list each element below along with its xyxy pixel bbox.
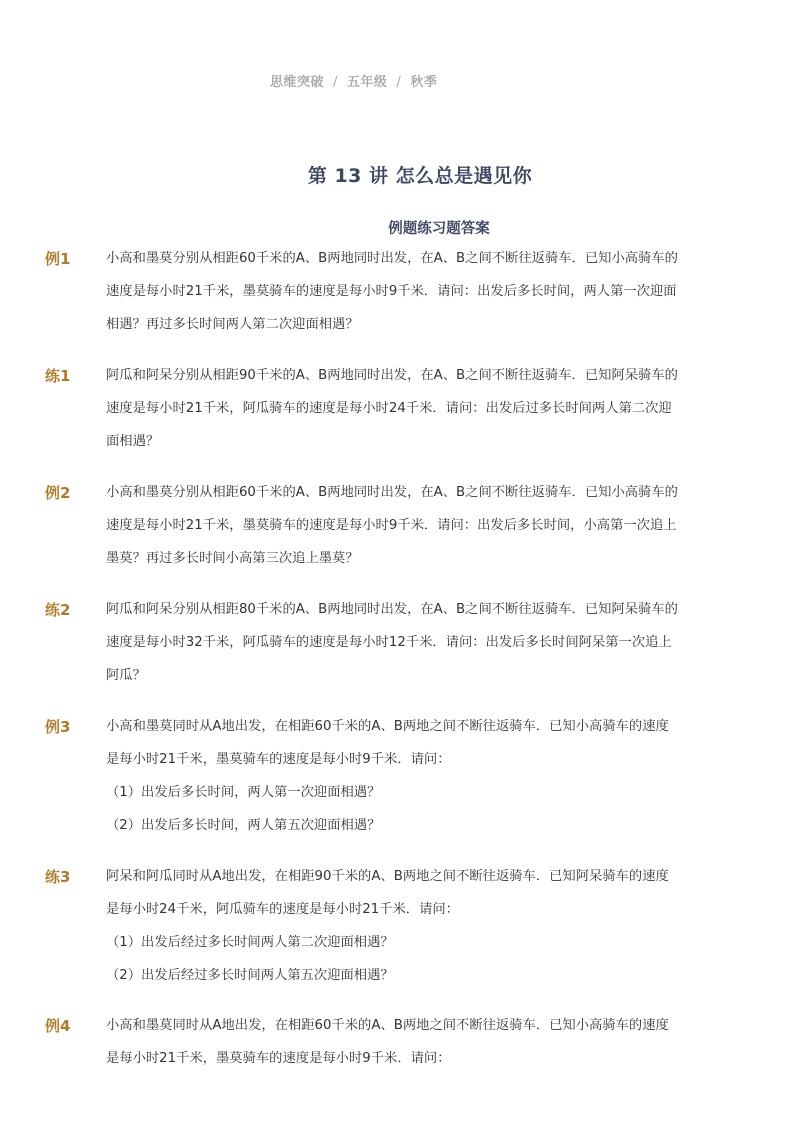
problem-line: 速度是每小时21千米，墨莫骑车的速度是每小时9千米．请问：出发后多长时间，两人第一次迎面: [106, 284, 677, 299]
breadcrumb-part: 五年级: [346, 75, 388, 90]
problem-text: [106, 482, 726, 581]
problem-tag: 练2: [45, 601, 71, 619]
problem-line: 是每小时24千米，阿瓜骑车的速度是每小时21千米．请问：: [106, 902, 459, 917]
problem-tag: 练1: [45, 367, 71, 385]
problem-tag: 练3: [45, 868, 71, 886]
breadcrumb-separator: /: [396, 75, 402, 90]
problem-line: 速度是每小时21千米，阿瓜骑车的速度是每小时24千米．请问：出发后过多长时间两人第二次迎: [106, 401, 672, 416]
breadcrumb-part: 秋季: [410, 75, 438, 90]
problem-subquestion: （2）出发后多长时间，两人第五次迎面相遇？: [106, 818, 381, 833]
problem-tag: 例1: [45, 250, 71, 268]
problem-tag: 例3: [45, 718, 71, 736]
problem-line: 是每小时21千米，墨莫骑车的速度是每小时9千米．请问：: [106, 1051, 451, 1066]
problem-line: 阿呆和阿瓜同时从A地出发，在相距90千米的A、B两地之间不断往返骑车．已知阿呆骑车的速度: [106, 869, 669, 884]
breadcrumb: [270, 71, 437, 90]
problem-line: 墨莫？再过多长时间小高第三次追上墨莫？: [106, 551, 359, 566]
problem-line: 小高和墨莫分别从相距60千米的A、B两地同时出发，在A、B之间不断往返骑车．已知小高骑车的: [106, 251, 678, 266]
problem-text: [106, 248, 726, 347]
problem-line: 小高和墨莫分别从相距60千米的A、B两地同时出发，在A、B之间不断往返骑车．已知小高骑车的: [106, 485, 678, 500]
problem-text: [106, 599, 726, 698]
problem-text: [106, 866, 726, 998]
section-subtitle: 例题练习题答案: [388, 221, 490, 237]
problem-line: 速度是每小时21千米，墨莫骑车的速度是每小时9千米．请问：出发后多长时间，小高第一次追上: [106, 518, 677, 533]
problem-text: [106, 1015, 726, 1081]
problem-line: 阿瓜和阿呆分别从相距80千米的A、B两地同时出发，在A、B之间不断往返骑车．已知阿呆骑车的: [106, 602, 678, 617]
problem-line: 阿瓜？: [106, 668, 146, 683]
problem-line: 小高和墨莫同时从A地出发，在相距60千米的A、B两地之间不断往返骑车．已知小高骑车的速度: [106, 1018, 669, 1033]
problem-line: 相遇？再过多长时间两人第二次迎面相遇？: [106, 317, 359, 332]
problem-line: 小高和墨莫同时从A地出发，在相距60千米的A、B两地之间不断往返骑车．已知小高骑车的速度: [106, 719, 669, 734]
problem-tag: 例2: [45, 484, 71, 502]
problem-subquestion: （1）出发后经过多长时间两人第二次迎面相遇？: [106, 935, 394, 950]
problem-line: 是每小时21千米，墨莫骑车的速度是每小时9千米．请问：: [106, 752, 451, 767]
problem-subquestion: （2）出发后经过多长时间两人第五次迎面相遇？: [106, 968, 394, 983]
problem-subquestion: （1）出发后多长时间，两人第一次迎面相遇？: [106, 785, 381, 800]
problem-tag: 例4: [45, 1017, 71, 1035]
problem-line: 面相遇？: [106, 434, 160, 449]
page-title: 第 13 讲 怎么总是遇见你: [307, 165, 533, 187]
problem-text: [106, 365, 726, 464]
problem-line: 阿瓜和阿呆分别从相距90千米的A、B两地同时出发，在A、B之间不断往返骑车．已知阿呆骑车的: [106, 368, 678, 383]
breadcrumb-part: 思维突破: [270, 75, 325, 90]
problem-text: [106, 716, 726, 848]
problem-line: 速度是每小时32千米，阿瓜骑车的速度是每小时12千米．请问：出发后多长时间阿呆第一次追上: [106, 635, 672, 650]
breadcrumb-separator: /: [333, 75, 338, 90]
